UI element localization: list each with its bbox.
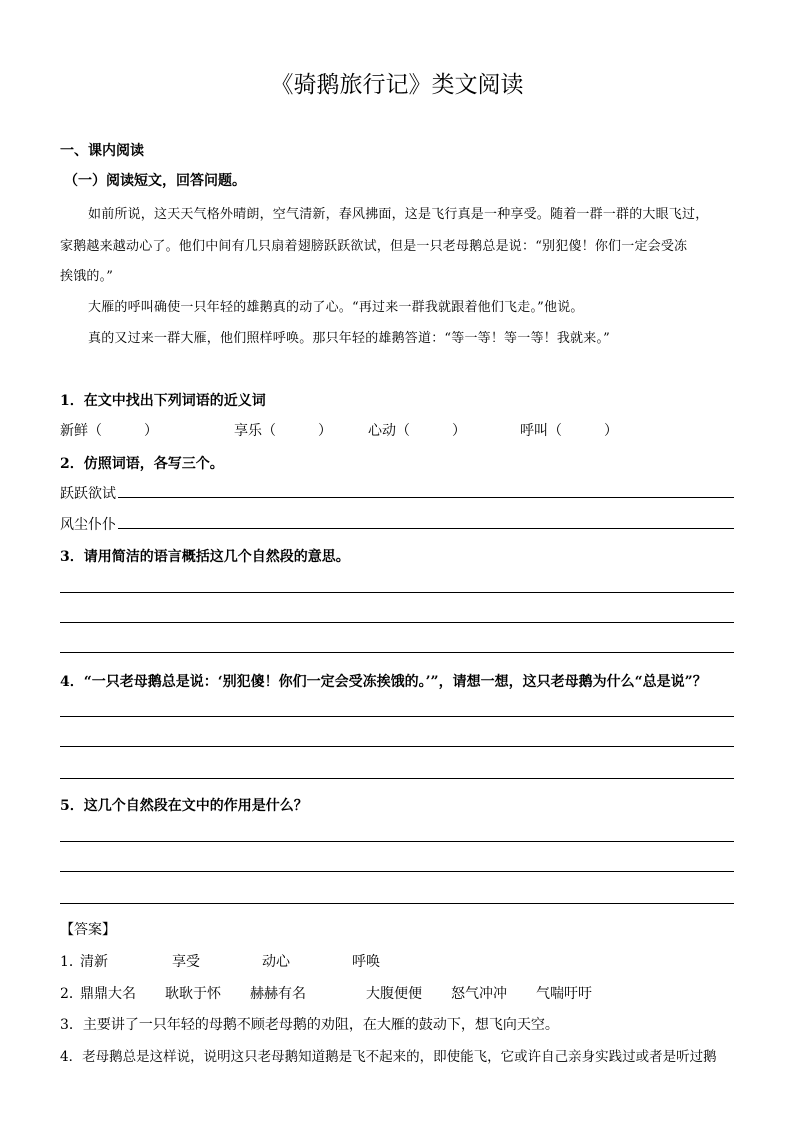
answer-2-item: 耿耿于怀 [165, 986, 221, 1002]
passage-line: 大雁的呼叫确使一只年轻的雄鹅真的动了心。“再过来一群我就跟着他们飞走。”他说。 [88, 300, 584, 315]
q1-item: 新鲜（ ） [60, 423, 158, 439]
answer-line[interactable] [60, 871, 734, 872]
section-heading: 一、课内阅读 [60, 143, 144, 159]
answer-line[interactable] [60, 841, 734, 842]
question-2: 2．仿照词语，各写三个。 [60, 456, 224, 472]
answer-line[interactable] [60, 716, 734, 717]
answer-line[interactable] [60, 746, 734, 747]
answer-2-item: 鼎鼎大名 [80, 986, 136, 1002]
answer-line[interactable] [60, 622, 734, 623]
answer-2-item: 大腹便便 [366, 986, 422, 1002]
answer-line[interactable] [118, 528, 734, 529]
question-5: 5．这几个自然段在文中的作用是什么？ [60, 798, 308, 814]
answer-2-item: 气喘吁吁 [536, 986, 592, 1002]
q1-item: 享乐（ ） [234, 423, 332, 439]
answer-2-item: 赫赫有名 [250, 986, 306, 1002]
page-title: 《骑鹅旅行记》类文阅读 [270, 72, 524, 98]
answer-number: 2． [60, 986, 83, 1002]
subsection-heading: （一）阅读短文，回答问题。 [64, 173, 246, 189]
answer-1-item: 呼唤 [352, 954, 380, 970]
q2-word: 跃跃欲试 [60, 486, 116, 502]
answer-1-item: 享受 [172, 954, 200, 970]
answer-line[interactable] [60, 592, 734, 593]
question-4: 4．“一只老母鹅总是说：‘别犯傻！你们一定会受冻挨饿的。’”，请想一想，这只老母鹅为什么“总是说”？ [60, 674, 707, 690]
q1-item: 心动（ ） [368, 423, 466, 439]
answer-4: 4．老母鹅总是这样说，说明这只老母鹅知道鹅是飞不起来的，即使能飞，它或许自己亲身实践过或者是听过鹅 [60, 1049, 717, 1065]
passage-line: 真的又过来一群大雁，他们照样呼唤。那只年轻的雄鹅答道：“等一等！等一等！我就来。” [88, 331, 610, 346]
answer-1-item: 清新 [80, 954, 108, 970]
question-1: 1．在文中找出下列词语的近义词 [60, 393, 266, 409]
answer-line[interactable] [60, 652, 734, 653]
answer-3: 3．主要讲了一只年轻的母鹅不顾老母鹅的劝阻，在大雁的鼓动下，想飞向天空。 [60, 1017, 559, 1033]
passage-line: 如前所说，这天天气格外晴朗，空气清新，春风拂面，这是飞行真是一种享受。随着一群一群的大眼飞过， [88, 207, 709, 222]
answer-number: 1． [60, 954, 83, 970]
answer-heading: 【答案】 [60, 922, 116, 938]
passage-line: 挨饿的。” [60, 269, 114, 284]
answer-2-item: 怒气冲冲 [451, 986, 507, 1002]
answer-line[interactable] [60, 778, 734, 779]
passage-line: 家鹅越来越动心了。他们中间有几只扇着翅膀跃跃欲试，但是一只老母鹅总是说：“别犯傻！你们一定会受冻 [60, 239, 688, 254]
q2-word: 风尘仆仆 [60, 517, 116, 533]
answer-1-item: 动心 [262, 954, 290, 970]
question-3: 3．请用简洁的语言概括这几个自然段的意思。 [60, 549, 350, 565]
q1-item: 呼叫（ ） [520, 423, 618, 439]
answer-line[interactable] [118, 497, 734, 498]
answer-line[interactable] [60, 903, 734, 904]
